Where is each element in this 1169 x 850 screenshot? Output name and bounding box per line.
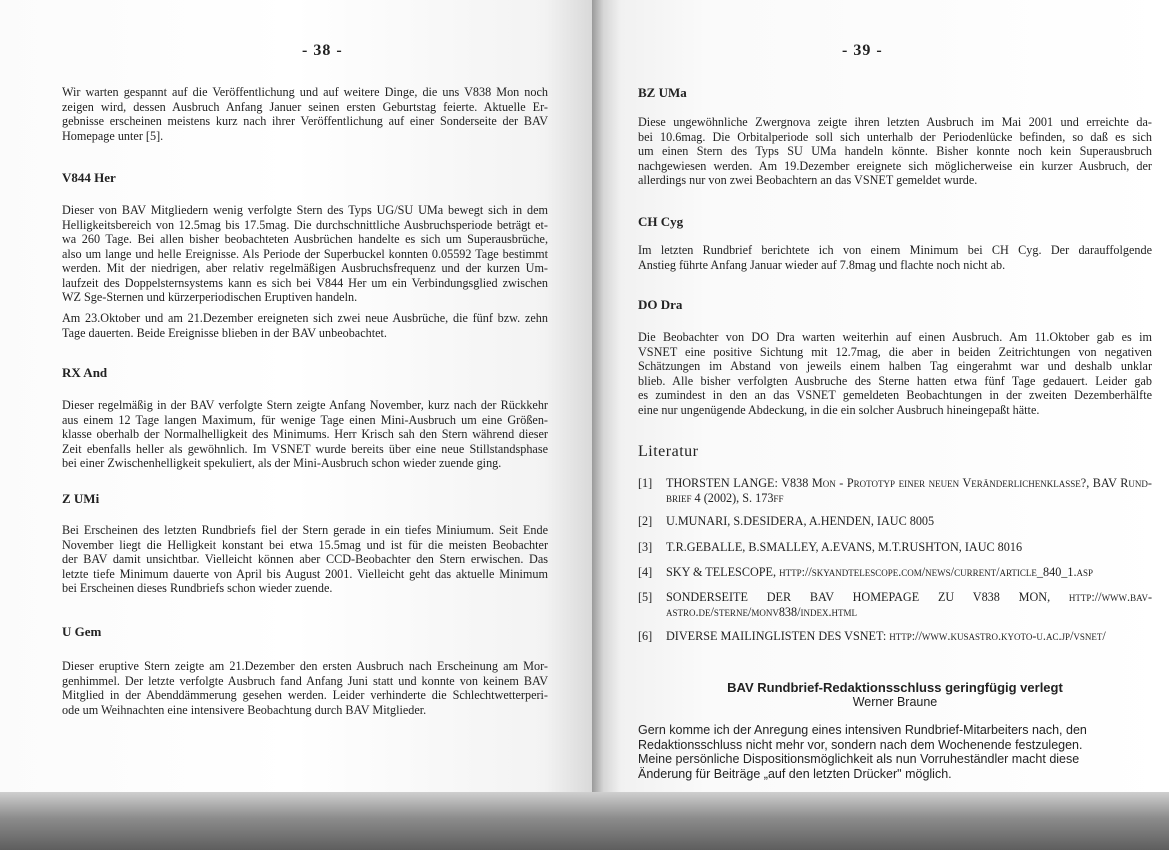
literature-heading: Literatur (638, 443, 699, 460)
section-heading: Z UMi (62, 491, 100, 506)
notice-body (638, 723, 1087, 781)
text-line: aus einem 12 Tage langen Maximum, für wenige Tage einen Mini-Ausbruch um eine Größen- (62, 412, 548, 427)
section-heading: V844 Her (62, 170, 116, 185)
text-line: der BAV damit unsichtbar. Vielleicht können aber CCD-Beobachter den Stern erwischen. Das (62, 552, 548, 566)
text-line: nachgewiesen werden. Am 19.Dezember ereignete sich möglicherweise ein kurzer Ausbruch, der (638, 158, 1152, 173)
text-line: Dieser von BAV Mitgliedern wenig verfolgte Stern des Typs UG/SU UMa bewegt sich in dem (62, 203, 548, 217)
reference-item (638, 565, 1152, 580)
text-line: letzte tiefe Minimum dauerte von April bis August 2001. Vielleicht geht das aktuelle Minimum (62, 566, 548, 581)
text-line: astro.de/sterne/monv838/index.html (666, 604, 858, 619)
text-line: bei 10.6mag. Die Orbitalperiode soll sich unterhalb der Periodenlücke befinden, so daß es sich (638, 129, 1152, 144)
text-line: Homepage unter [5]. (62, 128, 164, 143)
text-line: Bei Erscheinen des letzten Rundbriefs fiel der Stern gerade in ein tiefes Miniumum. Seit Ende (62, 523, 548, 537)
text-line: also um lange und helle Ereignisse. Als Periode der Superbuckel konnten 0.05592 Tage bestimmt (62, 246, 548, 261)
reference-text (666, 476, 1152, 505)
paragraph (62, 659, 548, 717)
paragraph (638, 243, 1152, 272)
text-line: Die Beobachter von DO Dra warten weiterhin auf einen Ausbruch. Am 11.Oktober gab es im (638, 330, 1152, 344)
reference-item (638, 476, 1152, 505)
reference-text (666, 565, 1152, 580)
paragraph (62, 203, 548, 305)
paragraph (62, 398, 548, 471)
text-line: bei Erscheinen dieses Rundbriefs schon wieder zuende. (62, 581, 333, 595)
section-heading: BZ UMa (638, 85, 687, 100)
reference-item (638, 540, 1152, 555)
text-line: Tage dauerten. Beide Ereignisse blieben in der BAV unbeobachtet. (62, 325, 387, 340)
text-line: klasse oberhalb der Normalhelligkeit des Minimums. Herr Krisch sah den Stern während dieser (62, 427, 548, 441)
text-line: DIVERSE MAILINGLISTEN DES VSNET: http://www.kusastro.kyoto-u.ac.jp/vsnet/ (666, 629, 1106, 643)
text-line: Mitglied in der Abenddämmerung gesehen werden. Leider verhinderte die Schlechtwetterperi- (62, 688, 548, 702)
paragraph (62, 523, 548, 596)
reference-text (666, 514, 1152, 529)
page-number: - 39 - (842, 42, 883, 59)
text-line: Änderung für Beiträge „auf den letzten Drücker" möglich. (638, 766, 952, 781)
section-heading: U Gem (62, 624, 102, 639)
text-line: blieb. Alle bisher verfolgten Ausbruche des Sterne hatten etwa fünf Tage gedauert. Leider gab (638, 373, 1152, 388)
text-line: Am 23.Oktober und am 21.Dezember ereigneten sich zwei neue Ausbrüche, die fünf bzw. zehn (62, 311, 548, 325)
text-line: es zumindest in den an das VSNET gemeldeten Beobachtungen in der zweiten Dezemberhälfte (638, 388, 1152, 402)
text-line: T.R.GEBALLE, B.SMALLEY, A.EVANS, M.T.RUSHTON, IAUC 8016 (666, 540, 1023, 554)
reference-text (666, 540, 1152, 555)
text-line: allerdings nur von zwei Beobachtern an das VSNET gemeldet wurde. (638, 173, 978, 187)
text-line: um einen Stern des Typs SU UMa handeln könnte. Bisher konnte noch kein Superausbruch (638, 144, 1152, 158)
reference-number: [5] (638, 590, 653, 604)
reference-item (638, 590, 1152, 619)
notice-author: Werner Braune (852, 695, 938, 709)
text-line: wa 260 Tage. Bei allen bisher beobachteten Ausbrüchen handelte es sich um Superausbrüche, (62, 232, 548, 246)
text-line: Dieser regelmäßig in der BAV verfolgte Stern zeigte Anfang November, kurz nach der Rückkehr (62, 398, 548, 412)
text-line: Dieser eruptive Stern zeigte am 21.Dezember den ersten Ausbruch nach Erscheinung am Mor- (62, 659, 548, 673)
reference-item (638, 629, 1152, 644)
text-line: ode um Weihnachten eine intensivere Beobachtung durch BAV Mitglieder. (62, 702, 427, 717)
reference-number: [4] (638, 565, 653, 579)
text-line: Im letzten Rundbrief berichtete ich von einem Minimum bei CH Cyg. Der darauffolgende (638, 243, 1152, 257)
section-heading: CH Cyg (638, 214, 684, 229)
reference-text (666, 629, 1152, 644)
text-line: U.MUNARI, S.DESIDERA, A.HENDEN, IAUC 8005 (666, 514, 935, 528)
text-line: brief 4 (2002), S. 173ff (666, 490, 784, 505)
text-line: gebnisse erscheinen meistens kurz nach ihrer Veröffentlichung auf einer Sonderseite der BAV (62, 114, 548, 128)
scan-shadow (0, 792, 1169, 850)
text-line: Wir warten gespannt auf die Veröffentlichung und auf weitere Dinge, die uns V838 Mon noch (62, 85, 548, 99)
text-line: zeigen wird, dessen Ausbruch Anfang Januer seinen ersten Geburtstag feierte. Aktuelle Er- (62, 99, 548, 114)
text-line: bei einer Zwischenhelligkeit spekuliert, als der Mini-Ausbruch schon wieder zuende ging. (62, 456, 502, 470)
page-number: - 38 - (302, 42, 343, 59)
text-line: Anstieg führte Anfang Januar wieder auf 7.8mag und flachte noch nicht ab. (638, 257, 1006, 272)
paragraph (62, 311, 548, 340)
reference-number: [2] (638, 514, 653, 528)
paragraph (62, 85, 548, 143)
reference-number: [1] (638, 476, 653, 490)
reference-text (666, 590, 1152, 619)
paragraph (638, 115, 1152, 188)
text-line: Meine persönliche Dispositionsmöglichkeit als nun Vorruheständler macht diese (638, 752, 1080, 767)
text-line: Helligkeitsbereich von 12.5mag bis 17.5mag. Die durchschnittliche Ausbruchsperiode beträgt et- (62, 217, 548, 232)
reference-number: [6] (638, 629, 653, 643)
text-line: VSNET eine positive Sichtung mit 12.7mag, die aber in beiden Zeitrichtungen von negativen (638, 344, 1152, 359)
text-line: SKY & TELESCOPE, http://skyandtelescope.com/news/current/article_840_1.asp (666, 565, 1094, 579)
text-line: werden. Mit der niedrigen, aber relativ regelmäßigen Ausbruchsfrequenz und der kurzen Um- (62, 261, 548, 275)
reference-item (638, 514, 1152, 529)
reference-number: [3] (638, 540, 653, 554)
section-heading: RX And (62, 365, 108, 380)
notice-title: BAV Rundbrief-Redaktionsschluss geringfügig verlegt (727, 680, 1063, 695)
text-line: Gern komme ich der Anregung eines intensiven Rundbrief-Mitarbeiters nach, den (638, 723, 1087, 737)
section-heading: DO Dra (638, 297, 683, 312)
text-line: November liegt die Helligkeit konstant bei etwa 15.5mag und ist für die meisten Beobachter (62, 537, 548, 552)
text-line: SONDERSEITE DER BAV HOMEPAGE ZU V838 MON, http://www.bav- (666, 590, 1152, 604)
text-line: eine nur ungenügende Abdeckung, in die ein solcher Ausbruch hineingepaßt hätte. (638, 402, 1040, 417)
text-line: genhimmel. Der letzte verfolgte Ausbruch fand Anfang Juni statt und konnte von keinem BAV (62, 673, 548, 688)
text-line: laufzeit des Doppelsternsystems kann es sich bei V844 Her um ein Verbindungsglied zwischen (62, 275, 548, 290)
text-line: Redaktionsschluss nicht mehr vor, sondern nach dem Wochenende festzulegen. (638, 737, 1083, 752)
text-line: WZ Sge-Sternen und kürzerperiodischen Eruptiven handeln. (62, 290, 358, 304)
paragraph (638, 330, 1152, 417)
text-line: Schätzungen im Abstand von jeweils einem halben Tag eingerahmt war und deshalb unklar (638, 359, 1152, 373)
text-line: Diese ungewöhnliche Zwergnova zeigte ihren letzten Ausbruch im Mai 2001 und erreichte da- (638, 115, 1152, 129)
text-line: THORSTEN LANGE: V838 Mon - Prototyp einer neuen Veränderlichenklasse?, BAV Rund- (666, 476, 1152, 490)
text-line: Zeit ebenfalls heller als gewöhnlich. Im VSNET wurde bereits über eine neue Stillstandsphase (62, 441, 548, 456)
